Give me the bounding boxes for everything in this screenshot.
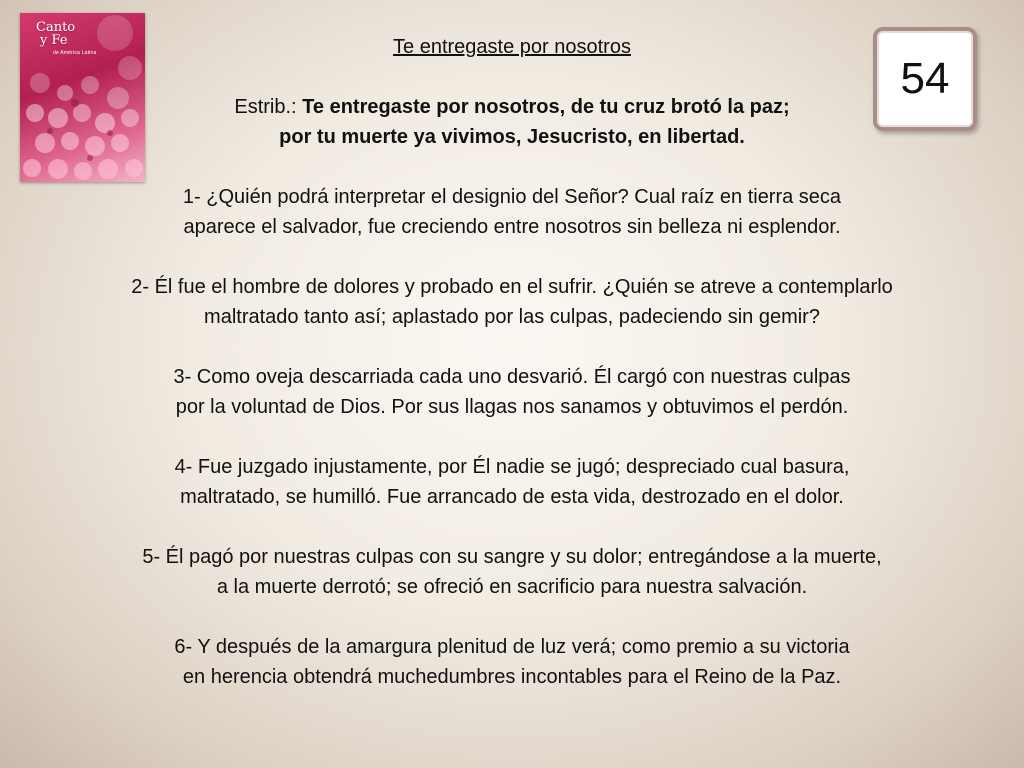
verse-4 <box>30 452 994 512</box>
verse-line: maltratado, se humilló. Fue arrancado de esta vida, destrozado en el dolor. <box>180 486 844 508</box>
verse-line: por la voluntad de Dios. Por sus llagas nos sanamos y obtuvimos el perdón. <box>175 396 849 418</box>
chorus <box>30 92 994 152</box>
verse-3 <box>30 362 994 422</box>
verse-1 <box>30 182 994 242</box>
verse-line: maltratado tanto así; aplastado por las culpas, padeciendo sin gemir? <box>204 306 820 328</box>
verse-line: 2- Él fue el hombre de dolores y probado en el sufrir. ¿Quién se atreve a contemplarlo <box>131 276 893 298</box>
verse-line: 5- Él pagó por nuestras culpas con su sangre y su dolor; entregándose a la muerte, <box>142 546 882 568</box>
verse-line: a la muerte derrotó; se ofreció en sacrificio para nuestra salvación. <box>216 576 808 598</box>
verse-line: en herencia obtendrá muchedumbres incontables para el Reino de la Paz. <box>182 666 842 688</box>
verse-line: aparece el salvador, fue creciendo entre nosotros sin belleza ni esplendor. <box>183 216 841 238</box>
song-title: Te entregaste por nosotros <box>393 36 631 58</box>
chorus-line1: Te entregaste por nosotros, de tu cruz brotó la paz; <box>302 96 790 118</box>
cover-subtitle: de América Latina <box>53 50 97 56</box>
cover-title-line1: Canto <box>36 20 76 35</box>
verse-2 <box>30 272 994 332</box>
chorus-label: Estrib.: <box>234 96 303 118</box>
verse-line: 3- Como oveja descarriada cada uno desvarió. Él cargó con nuestras culpas <box>173 366 851 388</box>
verse-5 <box>30 542 994 602</box>
verse-line: 1- ¿Quién podrá interpretar el designio del Señor? Cual raíz en tierra seca <box>182 186 842 208</box>
chorus-line2: por tu muerte ya vivimos, Jesucristo, en libertad. <box>279 126 745 148</box>
cover-title-line2: y Fe <box>40 33 68 48</box>
verse-line: 4- Fue juzgado injustamente, por Él nadie se jugó; despreciado cual basura, <box>174 456 850 478</box>
verse-6 <box>30 632 994 692</box>
song-lyrics <box>30 32 994 692</box>
slide-number-badge: 54 <box>873 27 977 131</box>
verse-line: 6- Y después de la amargura plenitud de luz verá; como premio a su victoria <box>174 636 850 658</box>
